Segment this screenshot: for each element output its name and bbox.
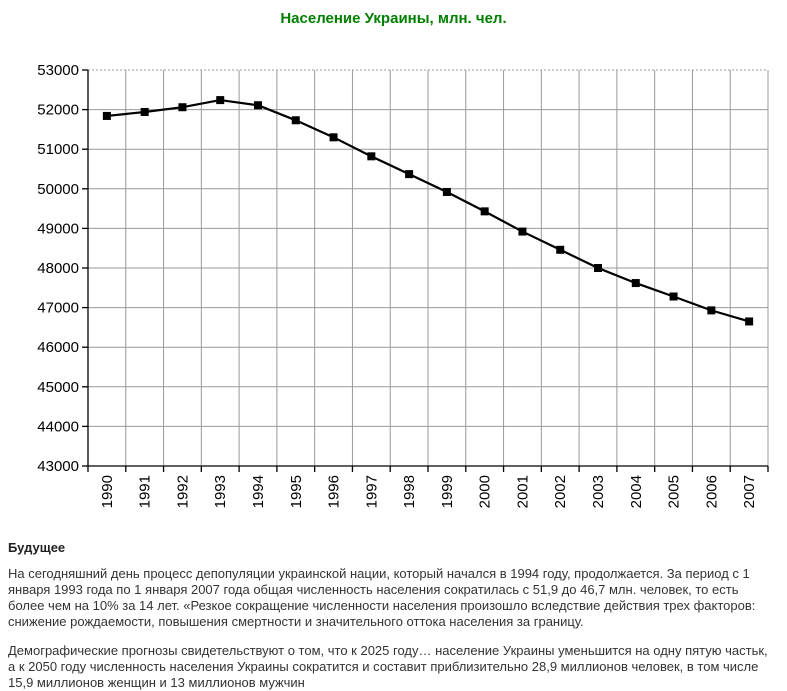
population-line-chart (0, 54, 787, 532)
svg-text:44000: 44000 (37, 418, 79, 436)
svg-text:2004: 2004 (627, 475, 645, 509)
svg-text:1998: 1998 (401, 475, 419, 509)
svg-text:2001: 2001 (514, 475, 532, 509)
svg-text:2000: 2000 (476, 475, 494, 509)
svg-text:2006: 2006 (703, 475, 721, 509)
svg-text:1992: 1992 (174, 475, 192, 509)
svg-text:1995: 1995 (287, 475, 305, 509)
svg-text:49000: 49000 (37, 220, 79, 238)
svg-text:50000: 50000 (37, 180, 79, 198)
svg-text:53000: 53000 (37, 62, 79, 79)
svg-text:43000: 43000 (37, 458, 79, 475)
svg-text:2005: 2005 (665, 475, 683, 509)
svg-text:1996: 1996 (325, 475, 343, 509)
paragraph-forecast: Демографические прогнозы свидетельствуют о том, что к 2025 году… население Украины уменьшится на одну пятую частьк, а к 2050 году численность населения Украины сократится и составит приблизительно 28,9 миллионов человек, в том числе 15,9 миллионов женщин и 13 миллионов мужчин (8, 643, 768, 690)
article-text (0, 540, 787, 691)
future-heading: Будущее (8, 540, 66, 555)
paragraph-depopulation: На сегодняшний день процесс депопуляции украинской нации, который начался в 1994 году, продолжается. За период с 1 января 1993 года по 1 января 2007 года общая численность населения сократилась с 51,9 до 46,7 млн. человек, то есть более чем на 10% за 14 лет. «Резкое сокращение численности населения произошло вследствие действия трех факторов: снижение рождаемости, повышения смертности и значительного оттока населения за границу. (8, 566, 756, 629)
svg-text:1997: 1997 (363, 475, 381, 509)
svg-text:2003: 2003 (590, 475, 607, 509)
svg-text:47000: 47000 (37, 299, 79, 317)
svg-text:1993: 1993 (212, 475, 230, 509)
svg-text:1999: 1999 (438, 475, 456, 509)
population-chart (0, 54, 787, 532)
svg-text:2007: 2007 (741, 475, 759, 509)
svg-text:45000: 45000 (37, 378, 79, 396)
chart-title: Население Украины, млн. чел. (280, 10, 507, 27)
svg-text:1991: 1991 (136, 475, 154, 509)
svg-text:46000: 46000 (37, 339, 79, 357)
svg-text:52000: 52000 (37, 101, 79, 119)
svg-text:1990: 1990 (98, 475, 116, 509)
svg-text:51000: 51000 (37, 141, 79, 159)
svg-text:1994: 1994 (250, 475, 267, 509)
svg-text:2002: 2002 (552, 475, 570, 509)
svg-text:48000: 48000 (37, 260, 79, 277)
